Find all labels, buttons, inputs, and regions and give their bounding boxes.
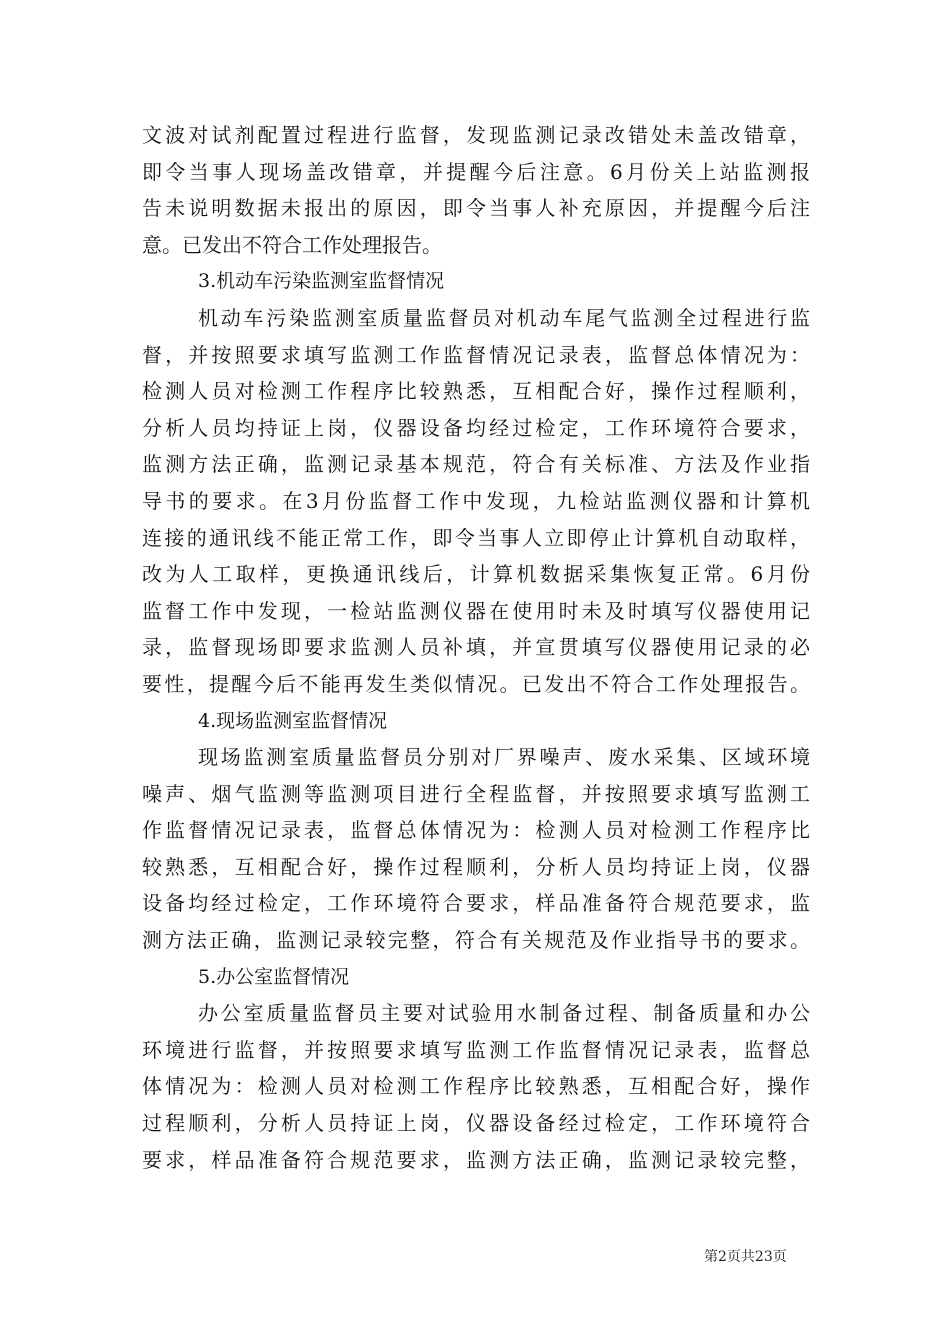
text-line: 文波对试剂配置过程进行监督，发现监测记录改错处未盖改错章， xyxy=(142,123,810,147)
text-line: 噪声、烟气监测等监测项目进行全程监督，并按照要求填写监测工 xyxy=(142,781,810,806)
text-line: 分析人员均持证上岗，仪器设备均经过检定，工作环境符合要求， xyxy=(142,415,810,440)
section-heading-3: 3.机动车污染监测室监督情况 xyxy=(198,270,445,293)
page-number-footer: 第2页共23页 xyxy=(704,1249,787,1265)
text-line: 导书的要求。在3月份监督工作中发现，九检站监测仪器和计算机 xyxy=(142,488,810,513)
text-line: 督，并按照要求填写监测工作监督情况记录表，监督总体情况为： xyxy=(142,342,810,367)
text-line: 改为人工取样，更换通讯线后，计算机数据采集恢复正常。6月份 xyxy=(142,562,810,587)
text-line: 设备均经过检定，工作环境符合要求，样品准备符合规范要求，监 xyxy=(142,891,810,916)
text-line: 机动车污染监测室质量监督员对机动车尾气监测全过程进行监 xyxy=(198,305,810,330)
text-line: 较熟悉，互相配合好，操作过程顺利，分析人员均持证上岗，仪器 xyxy=(142,854,810,879)
text-line: 检测人员对检测工作程序比较熟悉，互相配合好，操作过程顺利， xyxy=(142,379,810,404)
text-line: 连接的通讯线不能正常工作，即令当事人立即停止计算机自动取样， xyxy=(142,525,810,550)
text-line: 环境进行监督，并按照要求填写监测工作监督情况记录表，监督总 xyxy=(142,1037,810,1062)
text-line: 监测方法正确，监测记录基本规范，符合有关标准、方法及作业指 xyxy=(142,452,810,477)
text-line: 体情况为：检测人员对检测工作程序比较熟悉，互相配合好，操作 xyxy=(142,1074,810,1099)
text-line: 即令当事人现场盖改错章，并提醒今后注意。6月份关上站监测报 xyxy=(142,159,810,184)
text-line: 过程顺利，分析人员持证上岗，仪器设备经过检定，工作环境符合 xyxy=(142,1111,810,1136)
text-line: 告未说明数据未报出的原因，即令当事人补充原因，并提醒今后注 xyxy=(142,196,810,221)
text-line: 作监督情况记录表，监督总体情况为：检测人员对检测工作程序比 xyxy=(142,818,810,843)
document-body xyxy=(142,117,810,1178)
text-line: 现场监测室质量监督员分别对厂界噪声、废水采集、区域环境 xyxy=(198,745,810,770)
text-line: 要性，提醒今后不能再发生类似情况。已发出不符合工作处理报告。 xyxy=(142,671,810,696)
section-heading-4: 4.现场监测室监督情况 xyxy=(198,709,388,732)
section-heading-5: 5.办公室监督情况 xyxy=(198,965,350,988)
text-line: 录，监督现场即要求监测人员补填，并宣贯填写仪器使用记录的必 xyxy=(142,635,810,660)
text-line: 办公室质量监督员主要对试验用水制备过程、制备质量和办公 xyxy=(198,1001,810,1026)
text-line: 监督工作中发现，一检站监测仪器在使用时未及时填写仪器使用记 xyxy=(142,598,810,623)
text-line: 意。已发出不符合工作处理报告。 xyxy=(142,232,442,257)
text-line: 要求，样品准备符合规范要求，监测方法正确，监测记录较完整， xyxy=(142,1147,810,1172)
text-line: 测方法正确，监测记录较完整，符合有关规范及作业指导书的要求。 xyxy=(142,928,810,953)
